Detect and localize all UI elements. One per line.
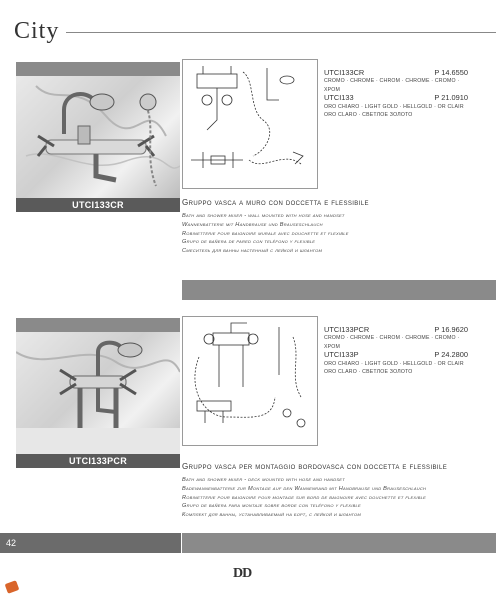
product-description [182,212,482,256]
product-description [182,476,482,520]
faucet-image [16,76,180,198]
photo-band-top [16,318,180,332]
title-rule [66,32,496,33]
spec-list [324,69,468,119]
product-label: UTCI133PCR [16,454,180,468]
product-code: UTCI133CR [324,68,365,77]
description-line: Badewannenbatterie zur Montage auf den Wannenrand mit Handbrause und Brauseschlauch [182,485,427,492]
description-line: Robinetterie pour baignoire pour montage sur bord de baignoire avec douchette et flexible [182,494,427,501]
description-line: Grupo de bañera de pared con teléfono y flexible [182,239,316,246]
page-number: 42 [0,533,181,553]
product-price: P 16.9620 [434,325,468,334]
drawing-svg [183,60,317,188]
product-label: UTCI133CR [16,198,180,212]
product-code: UTCI133P [324,350,359,360]
page-title: City [14,18,60,44]
section-divider-band [182,280,496,300]
pencil-icon[interactable] [5,580,20,594]
photo-band-top [16,62,180,76]
description-line: Bath and shower mixer - wall mounted with hose and handset [182,213,345,219]
finish-text: ORO CLARO · СВЕТЛОЕ ЗОЛОТО [324,369,413,376]
spec-row [324,94,468,102]
product-price: P 21.0910 [434,93,468,103]
product-title: Gruppo vasca per montaggio bordovasca con doccetta e flessibile [182,462,448,471]
footer-band [182,533,496,553]
finish-text: CROMO · CHROME · CHROM · CHROME · CROMO · ХРОМ [324,78,460,93]
product-price: P 14.6550 [434,68,468,77]
product-photo [16,332,180,454]
description-line: Смеситель для ванны настенный с лейкой и шлангом [182,248,323,255]
faucet-image [16,332,180,454]
finish-text: ORO CHIARO · LIGHT GOLD · HELLGOLD · OR CLAIR [324,360,464,367]
description-line: Комплект для ванны, устанавливаемый на борт, с лейкой и шлангом [182,512,361,519]
finish-text: ORO CHIARO · LIGHT GOLD · HELLGOLD · OR CLAIR [324,103,464,110]
description-line: Bath and shower mixer - deck mounted with hose and handset [182,477,345,483]
finish-text: ORO CLARO · СВЕТЛОЕ ЗОЛОТО [324,112,413,119]
description-line: Wannenbatterie mit Handbrause und Brauseschlauch [182,221,323,228]
drawing-svg [183,317,317,445]
finish-text: CROMO · CHROME · CHROM · CHROME · CROMO · ХРОМ [324,335,460,350]
brand-logo: DD [233,566,252,581]
spec-row [324,351,468,359]
product-title: Gruppo vasca a muro con doccetta e flessibile [182,198,369,207]
technical-drawing [182,316,318,446]
description-line: Grupo de bañera para montaje sobre borde con teléfono y flexible [182,503,361,510]
description-line: Robinetterie pour baignoire murale avec douchette et flexible [182,230,349,237]
product-price: P 24.2800 [434,350,468,360]
product-photo [16,76,180,198]
product-code: UTCI133 [324,93,354,103]
product-code: UTCI133PCR [324,325,370,334]
spec-row [324,69,468,77]
spec-list [324,326,468,376]
spec-row [324,326,468,334]
technical-drawing [182,59,318,189]
